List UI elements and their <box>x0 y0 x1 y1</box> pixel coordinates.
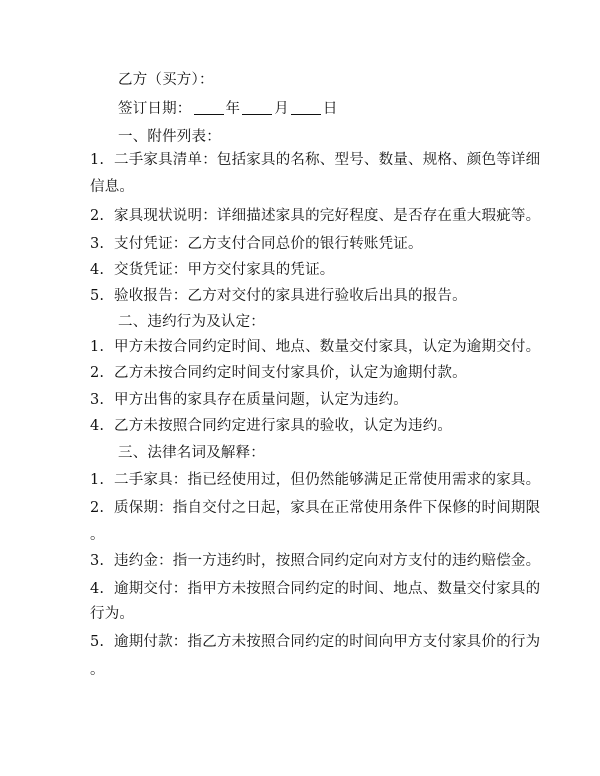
list-item: 2. 家具现状说明：详细描述家具的完好程度、是否存在重大瑕疵等。 <box>90 208 541 224</box>
list-item: 2. 乙方未按合同约定时间支付家具价，认定为逾期付款。 <box>90 365 467 381</box>
list-item: 2. 质保期：指自交付之日起，家具在正常使用条件下保修的时间期限 <box>90 500 541 516</box>
list-item-continuation: 信息。 <box>90 179 135 195</box>
day-label: 日 <box>322 101 338 117</box>
list-item: 1. 二手家具清单：包括家具的名称、型号、数量、规格、颜色等详细 <box>90 152 541 168</box>
list-item: 3. 甲方出售的家具存在质量问题，认定为违约。 <box>90 392 408 408</box>
section-title: 三、法律名词及解释： <box>118 445 265 461</box>
section-title: 一、附件列表： <box>118 129 221 145</box>
list-item-continuation: 。 <box>90 662 105 678</box>
sign-date-label: 签订日期： <box>118 101 192 117</box>
year-label: 年 <box>225 101 241 117</box>
list-item: 1. 甲方未按合同约定时间、地点、数量交付家具，认定为逾期交付。 <box>90 339 541 355</box>
list-item-continuation: 行为。 <box>90 606 135 622</box>
list-item-continuation: 。 <box>90 527 105 543</box>
party-b-line: 乙方（买方）： <box>118 72 214 88</box>
list-item: 1. 二手家具：指已经使用过，但仍然能够满足正常使用需求的家具。 <box>90 472 541 488</box>
list-item: 3. 支付凭证：乙方支付合同总价的银行转账凭证。 <box>90 236 423 252</box>
list-item: 5. 逾期付款：指乙方未按照合同约定的时间向甲方支付家具价的行为 <box>90 634 541 650</box>
list-item: 3. 违约金：指一方违约时，按照合同约定向对方支付的违约赔偿金。 <box>90 553 541 569</box>
list-item: 4. 逾期交付：指甲方未按照合同约定的时间、地点、数量交付家具的 <box>90 581 541 597</box>
list-item: 4. 交货凭证：甲方交付家具的凭证。 <box>90 262 335 278</box>
list-item: 5. 验收报告：乙方对交付的家具进行验收后出具的报告。 <box>90 288 467 304</box>
list-item: 4. 乙方未按照合同约定进行家具的验收，认定为违约。 <box>90 418 453 434</box>
sign-date-line <box>118 99 516 119</box>
day-blank <box>291 100 321 115</box>
month-label: 月 <box>274 101 289 117</box>
year-blank <box>194 100 224 115</box>
month-blank <box>242 100 272 115</box>
section-title: 二、违约行为及认定： <box>118 314 265 330</box>
